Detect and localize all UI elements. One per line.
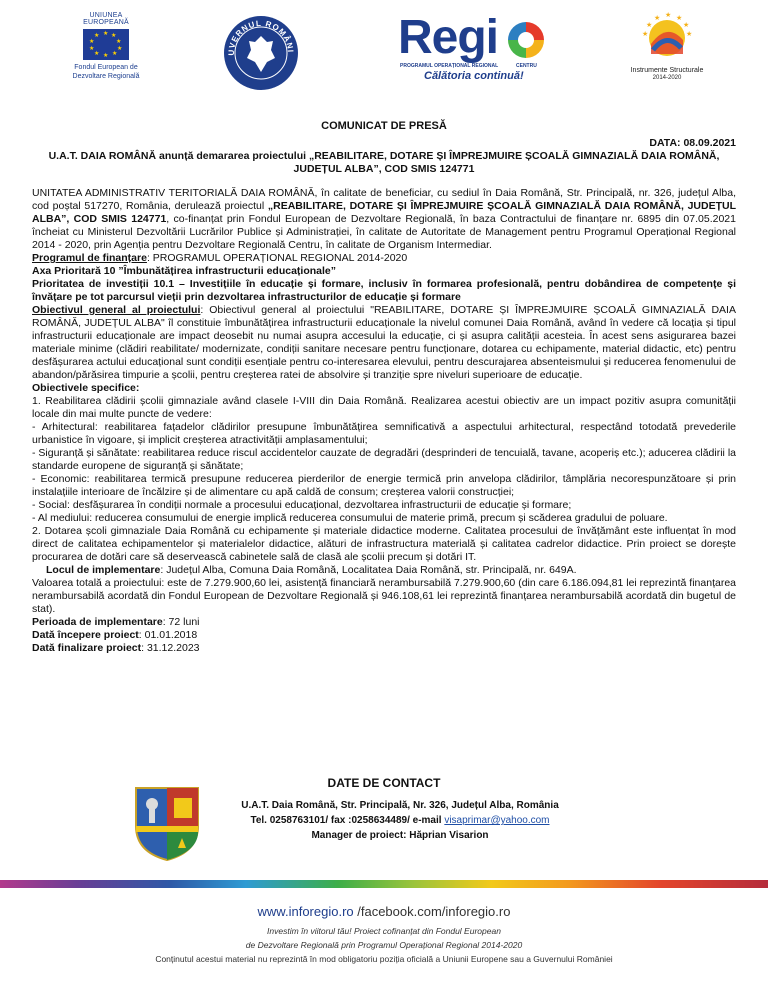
contact-address: U.A.T. Daia Română, Str. Principală, Nr. 326, Județul Alba, România	[241, 800, 559, 811]
project-value-paragraph: Valoarea totală a proiectului: este de 7.279.900,60 lei, asistență financiară nerambursabilă 7.279.900,60 (din care 6.186.094,81 lei reprezintă finanțarea nerambursabilă acordată din Fondul European de Dezvoltare Regională și 946.108,61 lei reprezintă finanțarea nerambursabilă acordată din bugetul de stat).	[32, 577, 736, 615]
eu-fund-label	[66, 63, 146, 81]
start-date-line	[32, 629, 736, 642]
axis-line: Axa Prioritară 10 ”Îmbunătățirea infrastructurii educaționale”	[32, 265, 337, 277]
government-seal-icon	[222, 14, 300, 92]
objective-label: Obiectivul general al proiectului	[32, 304, 201, 316]
specific-objective-1-social: - Social: desfășurarea în condiții normale a procesului educațional, dezvoltarea infrastructurii de educație și formare;	[32, 499, 572, 511]
specific-objectives-label: Obiectivele specifice:	[32, 382, 140, 394]
footer-disclaimer: Conținutul acestui material nu reprezintă în mod obligatoriu poziția oficială a Uniunii Europene sau a Guvernului României	[155, 954, 613, 964]
structural-instruments-logo	[622, 10, 712, 90]
gov-seal-text: UVERNUL ROMÂNI	[226, 18, 296, 56]
specific-objective-2: 2. Dotarea școli gimnaziale Daia Română cu echipamente și materiale didactice moderne. Calitatea procesului de învățământ este influențat în mod direct de calitatea echipamentelor și materialelor didactice, alături de infrastructura materială și calitatea cadrelor didactice. Prin proiect se dorește procurarea de dotări care să deservească cabinetele sală de clasă ale școlii precum și dotări IT.	[32, 525, 736, 563]
eu-fund-line-2: Dezvoltare Regională	[72, 73, 140, 80]
location-label: Locul de implementare	[46, 564, 161, 576]
svg-text:★: ★	[676, 15, 683, 22]
specific-objective-1-safety: - Siguranță și sănătate: reabilitarea reduce riscul accidentelor cauzate de degradări (desprinderi de tencuială, tavane, acoperiș etc.); aducerea clădirii la standarde europene de siguranță și sănătate;	[32, 447, 736, 472]
regio-centru-label: CENTRU	[516, 63, 537, 69]
contact-phone-line	[200, 813, 600, 828]
structural-instruments-years: 2014-2020	[652, 75, 682, 81]
eu-fund-line-1: Fondul European de	[74, 64, 138, 71]
structural-instruments-label: Instrumente Structurale	[630, 67, 704, 74]
eu-flag-icon: ★ ★ ★ ★ ★ ★ ★ ★ ★ ★	[83, 29, 129, 60]
objective-paragraph	[32, 304, 736, 382]
svg-text:★: ★	[686, 31, 693, 38]
footer-website-link[interactable]: www.inforegio.ro	[257, 904, 354, 919]
footer-facebook-link[interactable]: /facebook.com/inforegio.ro	[353, 904, 511, 919]
footer-italic-line-2: de Dezvoltare Regională prin Programul Operațional Regional 2014-2020	[245, 940, 523, 950]
program-label: Programul de finanțare	[32, 252, 147, 264]
svg-text:★: ★	[642, 31, 649, 38]
regio-program-label: PROGRAMUL OPERAȚIONAL REGIONAL	[400, 63, 499, 69]
doc-date: DATA: 08.09.2021	[649, 137, 736, 149]
intro-text-2: , co-finanțat prin Fondul European de Dezvoltare Regională, în baza Contractului de finanțare nr. 6895 din 07.05.2021 încheiat cu Ministerul Dezvoltării Lucrărilor Publice și Administrației, în calitate de Autoritate de Management pentru Programul Operațional Regional 2014 - 2020, prin Agenția pentru Dezvoltare Regională Centru, în calitate de Organism Intermediar.	[32, 213, 736, 251]
period-value: : 72 luni	[162, 616, 200, 628]
intro-project-name: „REABILITARE, DOTARE ȘI ÎMPREJMUIRE ȘCOALĂ GIMNAZIALĂ DAIA ROMÂNĂ, JUDEȚUL ALBA”, COD SMIS 124771	[32, 200, 736, 225]
coat-of-arms-icon	[132, 782, 202, 862]
doc-headline: U.A.T. DAIA ROMÂNĂ anunță demararea proiectului „REABILITARE, DOTARE ȘI ÎMPREJMUIRE ȘCOALĂ GIMNAZIALĂ DAIA ROMÂNĂ, JUDEȚUL ALBA”, COD SMIS 124771	[48, 150, 720, 175]
intro-text-1: UNITATEA ADMINISTRATIV TERITORIALĂ DAIA ROMÂNĂ, în calitate de beneficiar, cu sediul în Daia Română, Str. Principală, nr. 326, județul Alba, cod poștal 517270, România, derulează proiectul	[32, 187, 736, 212]
period-line	[32, 616, 736, 629]
svg-text:★: ★	[683, 22, 690, 29]
intro-paragraph	[32, 187, 736, 252]
regio-wordmark: Regi	[398, 11, 499, 64]
regio-logo	[398, 11, 558, 86]
eu-logo	[66, 12, 146, 81]
footer-links	[0, 904, 768, 919]
start-date-value: : 01.01.2018	[138, 629, 198, 641]
svg-text:★: ★	[665, 12, 672, 19]
eu-logo-title: UNIUNEA EUROPEANĂ	[83, 12, 129, 26]
location-value: : Județul Alba, Comuna Daia Română, Localitatea Daia Română, str. Principală, nr. 649A.	[160, 564, 577, 576]
structural-instruments-icon	[637, 10, 697, 62]
regio-ring-icon	[508, 22, 544, 58]
contact-heading: DATE DE CONTACT	[327, 776, 441, 790]
specific-objective-1: 1. Reabilitarea clădirii școlii gimnaziale având clasele I-VIII din Daia Română. Realizarea acestui obiectiv are un impact pozitiv asupra comunității locale din mai multe puncte de vedere:	[32, 395, 736, 420]
press-release-body	[32, 120, 736, 655]
svg-text:★: ★	[654, 15, 661, 22]
logo-header	[0, 0, 768, 105]
end-date-label: Dată finalizare proiect	[32, 642, 142, 654]
color-stripe	[0, 880, 768, 888]
end-date-value: : 31.12.2023	[141, 642, 200, 654]
footer-italic-line-1: Investim în viitorul tău! Proiect cofinanțat din Fondul European	[267, 926, 501, 936]
contact-email-link[interactable]: visaprimar@yahoo.com	[444, 815, 550, 826]
contact-phone: Tel. 0258763101/ fax :0258634489/ e-mail	[250, 815, 445, 826]
doc-title: COMUNICAT DE PRESĂ	[321, 120, 447, 132]
location-line	[32, 564, 736, 577]
program-value: : PROGRAMUL OPERAȚIONAL REGIONAL 2014-2020	[146, 252, 408, 264]
objective-text: : Obiectivul general al proiectului "REABILITARE, DOTARE ȘI ÎMPREJMUIRE ȘCOALĂ GIMNAZIALĂ DAIA ROMÂNĂ, JUDEȚUL ALBA" îl constituie îmbunătățirea infrastructurii educaționale la nivelul comunei Daia Română, având în vedere că locația și tipul infrastructurii educaționale are impact deosebit nu numai asupra accesului la educație, ci și asupra calității acesteia. În acest sens asigurarea bazei materiale minime (clădiri reabilitate/ modernizate, condiții sanitare necesare pentru funcționare, dotarea cu echipamente, material didactic, etc) pentru desfășurarea actului educațional sunt condiții esențiale pentru co-interesarea elevului, pentru descurajarea absenteismului și reducerea fenomenului de abandon/părăsirea timpurie a școlii, pentru creșterea ratei de absolvire și tranziție spre niveluri superioare de educație.	[32, 304, 736, 381]
svg-text:★: ★	[646, 22, 653, 29]
priority-line: Prioritatea de investiții 10.1 – Investițiile în educație și formare, inclusiv în formarea profesională, pentru dobândirea de competențe și învățare pe tot parcursul vieții prin dezvoltarea infrastructurilor de educație și formare	[32, 278, 736, 303]
contact-block	[200, 798, 600, 843]
specific-objective-1-environment: - Al mediului: reducerea consumului de energie implică reducerea consumului de materie primă, precum și scăderea gradului de poluare.	[32, 512, 668, 524]
government-logo	[222, 14, 300, 92]
contact-manager: Manager de proiect: Hăprian Visarion	[311, 830, 489, 841]
period-label: Perioada de implementare	[32, 616, 163, 628]
start-date-label: Dată începere proiect	[32, 629, 139, 641]
specific-objective-1-economic: - Economic: reabilitarea termică presupune reducerea pierderilor de energie termică prin anvelopa clădirilor, tâmplăria necorespunzătoare și prin instalațiile interioare de încălzire și de alimentare cu apă caldă de consum; creșterea valorii construcției;	[32, 473, 736, 498]
specific-objective-1-architectural: - Arhitectural: reabilitarea fațadelor clădirilor presupune îmbunătățirea semnificativă a aspectului arhitectural, respectând totodată prevederile urbanistice în vigoare, și implicit creșterea atractivității amplasamentului;	[32, 421, 736, 446]
regio-slogan: Călătoria continuă!	[424, 70, 524, 82]
end-date-line	[32, 642, 736, 655]
program-line	[32, 252, 736, 265]
